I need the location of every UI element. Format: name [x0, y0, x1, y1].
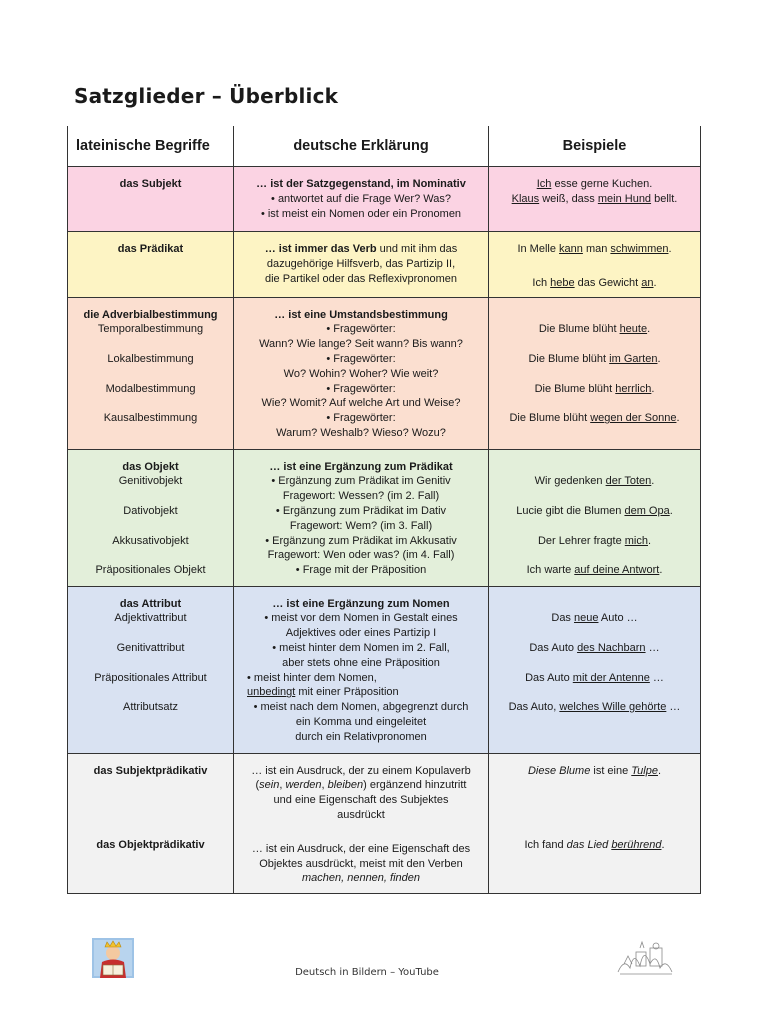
explanation-line: • antwortet auf die Frage Wer? Was? — [271, 192, 451, 205]
explanation-line: Wann? Wie lange? Seit wann? Bis wann? — [259, 338, 463, 351]
explanation-line: • Ergänzung zum Prädikat im Genitiv — [271, 475, 451, 488]
subterm-label: Genitivattribut — [116, 641, 185, 654]
subterm-label: Dativobjekt — [123, 504, 178, 517]
subterm-label: Akkusativobjekt — [112, 534, 189, 547]
example-sentence: Die Blume blüht im Garten. — [528, 352, 661, 365]
header-latin-terms: lateinische Begriffe — [68, 126, 234, 167]
example-sentence: Die Blume blüht herrlich. — [534, 382, 655, 395]
example-sentence: Lucie gibt die Blumen dem Opa. — [516, 504, 673, 517]
example-sentence: Diese Blume ist eine Tulpe. — [527, 764, 662, 777]
explanation-line: • ist meist ein Nomen oder ein Pronomen — [260, 207, 462, 220]
table-header-row — [68, 126, 701, 167]
explanation-line: und eine Eigenschaft des Subjektes — [273, 794, 449, 807]
explanation-line: aber stets ohne eine Präposition — [282, 656, 440, 669]
explanation-main: … ist eine Ergänzung zum Prädikat — [269, 460, 453, 473]
example-sentence: Ich warte auf deine Antwort. — [526, 564, 663, 577]
term-label: das Attribut — [119, 597, 182, 610]
explanation-line: dazugehörige Hilfsverb, das Partizip II, — [266, 257, 456, 270]
term-cell — [68, 449, 234, 586]
explanation-line: unbedingt mit einer Präposition — [247, 686, 399, 699]
explanation-line: • meist hinter dem Nomen, — [247, 671, 377, 684]
explanation-cell — [234, 586, 489, 753]
example-sentence: Das Auto, welches Wille gehörte … — [508, 701, 681, 714]
row-objekt — [68, 449, 701, 586]
term-cell — [68, 232, 234, 298]
example-sentence: Ich fand das Lied berührend. — [524, 838, 665, 851]
subterm-label: Lokalbestimmung — [107, 352, 194, 365]
explanation-line: machen, nennen, finden — [301, 872, 421, 885]
term-label: das Subjektprädikativ — [93, 764, 208, 777]
term-cell — [68, 167, 234, 232]
header-german-explanation: deutsche Erklärung — [234, 126, 489, 167]
term-label: die Adverbialbestimmung — [83, 308, 218, 321]
explanation-main: … ist eine Ergänzung zum Nomen — [272, 597, 450, 610]
term-label: das Objekt — [122, 460, 179, 473]
header-examples: Beispiele — [489, 126, 701, 167]
explanation-line: • Frage mit der Präposition — [295, 564, 427, 577]
term-label: das Subjekt — [119, 178, 182, 190]
explanation-line: • Fragewörter: — [326, 323, 396, 336]
row-praedikativ — [68, 753, 701, 893]
explanation-main: … ist der Satzgegenstand, im Nominativ — [256, 178, 466, 190]
explanation-line: ausdrückt — [337, 808, 385, 821]
explanation-line: • Ergänzung zum Prädikat im Dativ — [275, 504, 447, 517]
subterm-label: Temporalbestimmung — [97, 323, 204, 336]
row-subjekt — [68, 167, 701, 232]
explanation-line: (sein, werden, bleiben) ergänzend hinzutritt — [255, 779, 467, 792]
explanation-line: Adjektives oder eines Partizip I — [285, 627, 437, 640]
row-attribut — [68, 586, 701, 753]
footer-credit: Deutsch in Bildern – YouTube — [295, 967, 439, 978]
example-sentence: Die Blume blüht wegen der Sonne. — [509, 412, 680, 425]
explanation-line: • Fragewörter: — [326, 352, 396, 365]
subterm-label: Genitivobjekt — [118, 475, 183, 488]
term-label: das Prädikat — [117, 243, 184, 255]
example-sentence: Die Blume blüht heute. — [538, 323, 651, 336]
term-label: das Objektprädikativ — [96, 838, 205, 851]
explanation-line: Warum? Weshalb? Wieso? Wozu? — [276, 426, 446, 439]
explanation-cell — [234, 753, 489, 893]
explanation-main: … ist immer das Verb und mit ihm das — [264, 243, 458, 255]
explanation-line: • Fragewörter: — [326, 382, 396, 395]
explanation-line: … ist ein Ausdruck, der zu einem Kopulaverb — [251, 764, 471, 777]
example-sentence: In Melle kann man schwimmen. — [517, 243, 672, 255]
examples-cell — [489, 449, 701, 586]
examples-cell — [489, 297, 701, 449]
subterm-label: Modalbestimmung — [105, 382, 196, 395]
explanation-cell — [234, 167, 489, 232]
term-cell — [68, 753, 234, 893]
explanation-line: • Fragewörter: — [326, 412, 396, 425]
example-sentence: Klaus weiß, dass mein Hund bellt. — [511, 192, 678, 205]
examples-cell — [489, 167, 701, 232]
subterm-label: Kausalbestimmung — [103, 412, 198, 425]
example-sentence: Das neue Auto … — [551, 612, 638, 625]
row-praedikat — [68, 232, 701, 298]
example-sentence: Der Lehrer fragte mich. — [537, 534, 652, 547]
explanation-line: Fragewort: Wen oder was? (im 4. Fall) — [267, 549, 455, 562]
term-cell — [68, 297, 234, 449]
explanation-line: durch ein Relativpronomen — [295, 730, 427, 743]
overview-table — [67, 126, 701, 894]
page-title: Satzglieder – Überblick — [74, 84, 339, 108]
explanation-line: … ist ein Ausdruck, der eine Eigenschaft des — [251, 842, 471, 855]
examples-cell — [489, 753, 701, 893]
examples-cell — [489, 232, 701, 298]
example-sentence: Ich esse gerne Kuchen. — [536, 178, 653, 190]
explanation-cell — [234, 449, 489, 586]
example-sentence: Wir gedenken der Toten. — [534, 475, 655, 488]
explanation-line: Fragewort: Wessen? (im 2. Fall) — [282, 490, 440, 503]
explanation-line: Wo? Wohin? Woher? Wie weit? — [283, 367, 439, 380]
term-cell — [68, 586, 234, 753]
row-adverbialbestimmung — [68, 297, 701, 449]
explanation-line: Fragewort: Wem? (im 3. Fall) — [289, 519, 433, 532]
examples-cell — [489, 586, 701, 753]
example-sentence: Das Auto mit der Antenne … — [525, 671, 664, 684]
subterm-label: Präpositionales Objekt — [95, 564, 206, 577]
explanation-line: die Partikel oder das Reflexivpronomen — [265, 272, 457, 285]
explanation-cell — [234, 232, 489, 298]
subterm-label: Attributsatz — [122, 701, 179, 714]
subterm-label: Präpositionales Attribut — [94, 671, 207, 684]
explanation-line: • meist vor dem Nomen in Gestalt eines — [264, 612, 458, 625]
explanation-line: Wie? Womit? Auf welche Art und Weise? — [261, 397, 461, 410]
explanation-line: • meist nach dem Nomen, abgegrenzt durch — [253, 701, 469, 714]
explanation-line: • meist hinter dem Nomen im 2. Fall, — [272, 641, 450, 654]
explanation-main: … ist eine Umstandsbestimmung — [274, 308, 448, 321]
explanation-line: • Ergänzung zum Prädikat im Akkusativ — [265, 534, 457, 547]
explanation-line: Objektes ausdrückt, meist mit den Verben — [259, 857, 463, 870]
example-sentence: Ich hebe das Gewicht an. — [532, 276, 657, 289]
subterm-label: Adjektivattribut — [114, 612, 187, 625]
explanation-line: ein Komma und eingeleitet — [295, 715, 427, 728]
explanation-cell — [234, 297, 489, 449]
example-sentence: Das Auto des Nachbarn … — [529, 641, 660, 654]
